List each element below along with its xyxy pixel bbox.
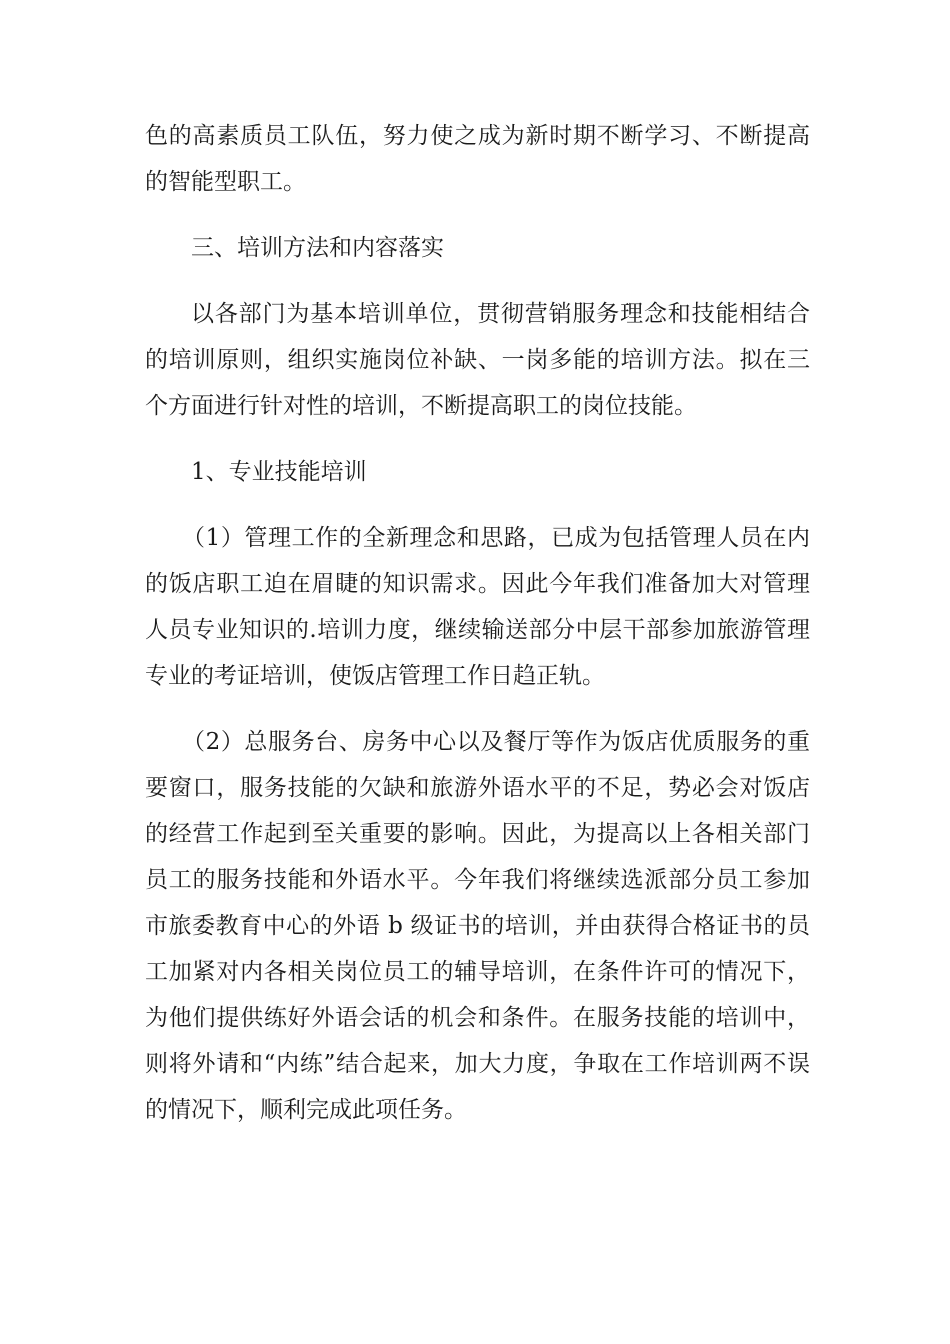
section-heading-training-methods: 三、培训方法和内容落实 [191,235,444,261]
paragraph-management-training: （1）管理工作的全新理念和思路，已成为包括管理人员在内的饭店职工迫在眉睫的知识需求。因此今年我们准备加大对管理人员专业知识的.培训力度，继续输送部分中层干部参加旅游管理专业的考证培训，使饭店管理工作日趋正轨。 [145,525,810,689]
document-body [145,113,810,1153]
paragraph-training-overview: 以各部门为基本培训单位，贯彻营销服务理念和技能相结合的培训原则，组织实施岗位补缺、一岗多能的培训方法。拟在三个方面进行针对性的培训，不断提高职工的岗位技能。 [145,301,810,419]
subheading-professional-skills: 1、专业技能培训 [191,459,367,485]
paragraph-continuation: 色的高素质员工队伍，努力使之成为新时期不断学习、不断提高的智能型职工。 [145,123,810,195]
paragraph-service-training: （2）总服务台、房务中心以及餐厅等作为饭店优质服务的重要窗口，服务技能的欠缺和旅游外语水平的不足，势必会对饭店的经营工作起到至关重要的影响。因此，为提高以上各相关部门员工的服务技能和外语水平。今年我们将继续选派部分员工参加市旅委教育中心的外语 b 级证书的培训，并由获得合格证书的员工加紧对内各相关岗位员工的辅导培训，在条件许可的情况下，为他们提供练好外语会话的机会和条件。在服务技能的培训中，则将外请和“内练”结合起来，加大力度，争取在工作培训两不误的情况下，顺利完成此项任务。 [145,729,810,1123]
